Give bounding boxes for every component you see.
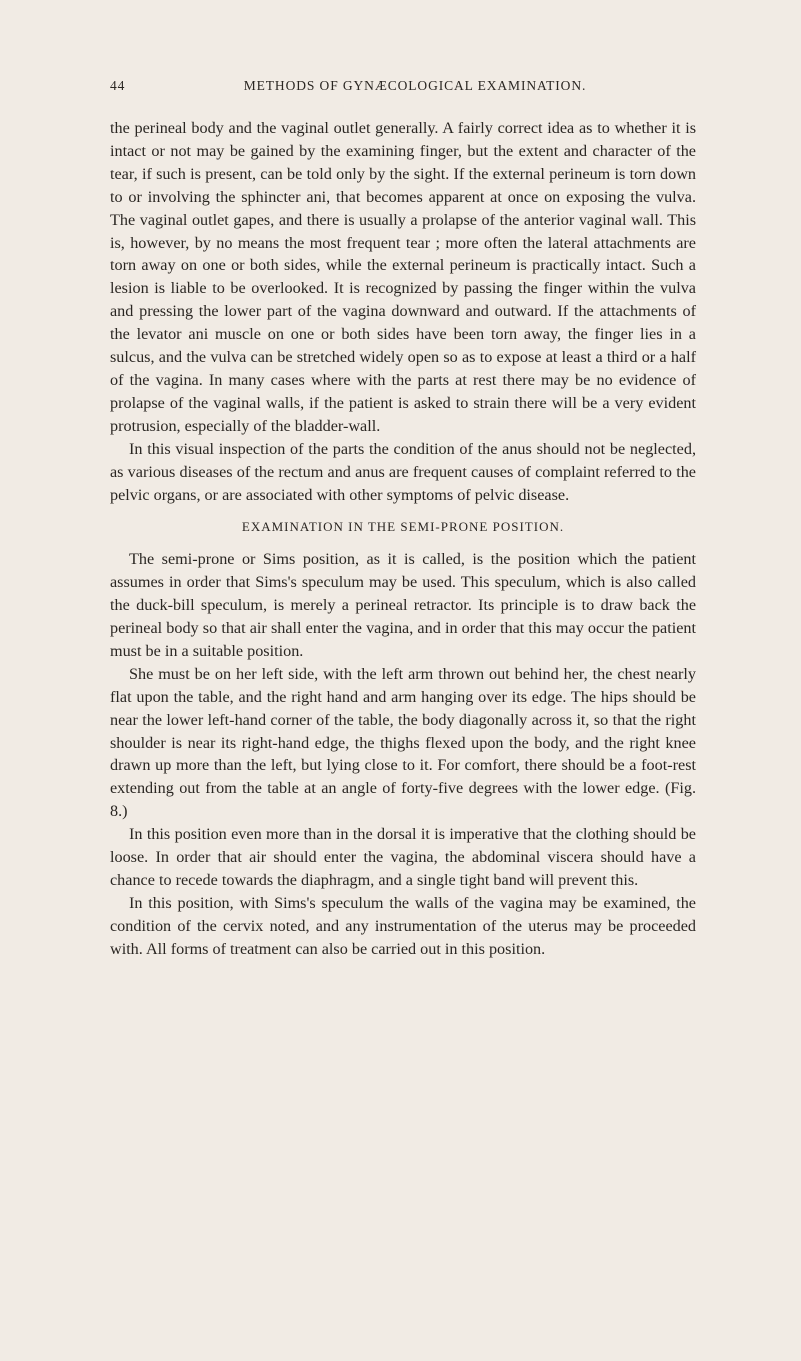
paragraph-continued: the perineal body and the vaginal outlet generally. A fairly correct idea as to whether it is intact or not may be gained by the examining finger, but the extent and character of the tear, if such is present, can be told only by the sight. If the external perineum is torn down to or involving the sphincter ani, that becomes apparent at once on exposing the vulva. The vaginal outlet gapes, and there is usually a prolapse of the anterior vaginal wall. This is, however, by no means the most frequent tear ; more often the lateral attachments are torn away on one or both sides, while the external perineum is practically intact. Such a lesion is liable to be overlooked. It is recognized by passing the finger within the vulva and pressing the lower part of the vagina downward and outward. If the attachments of the levator ani muscle on one or both sides have been torn away, the finger lies in a sulcus, and the vulva can be stretched widely open so as to expose at least a third or a half of the vagina. In many cases where with the parts at rest there may be no evidence of prolapse of the vaginal walls, if the patient is asked to strain there will be a very evident protrusion, especially of the bladder-wall. bbox=[110, 119, 696, 435]
paragraph-clothing: In this position even more than in the dorsal it is imperative that the clothing should be loose. In order that air should enter the vagina, the abdominal viscera should have a chance to recede towards the diaphragm, and a single tight band will prevent this. bbox=[110, 825, 696, 889]
running-title: METHODS OF GYNÆCOLOGICAL EXAMINATION. bbox=[243, 78, 587, 93]
page-body bbox=[110, 117, 696, 961]
paragraph-left-side: She must be on her left side, with the left arm thrown out behind her, the chest nearly flat upon the table, and the right hand and arm hanging over its edge. The hips should be near the lower left-hand corner of the table, the body diagonally across it, so that the right shoulder is near its right-hand edge, the thighs flexed upon the body, and the right knee drawn up more than the left, but lying close to it. For comfort, there should be a foot-rest extending out from the table at an angle of forty-five degrees with the lower edge. (Fig. 8.) bbox=[110, 664, 696, 821]
paragraph-sims-position: The semi-prone or Sims position, as it is called, is the position which the patient assumes in order that Sims's speculum may be used. This speculum, which is also called the duck-bill speculum, is merely a perineal retractor. Its principle is to draw back the perineal body so that air shall enter the vagina, and in order that this may occur the patient must be in a suitable position. bbox=[110, 550, 696, 660]
page-number: 44 bbox=[110, 78, 126, 93]
paragraph-anus-inspection: In this visual inspection of the parts the condition of the anus should not be neglected, as various diseases of the rectum and anus are frequent causes of complaint referred to the pelvic organs, or are associated with other symptoms of pelvic disease. bbox=[110, 439, 696, 504]
paragraph-speculum-use: In this position, with Sims's speculum the walls of the vagina may be examined, the condition of the cervix noted, and any instrumentation of the uterus may be proceeded with. All forms of treatment can also be carried out in this position. bbox=[110, 893, 696, 958]
page-header bbox=[110, 78, 690, 94]
section-heading: EXAMINATION IN THE SEMI-PRONE POSITION. bbox=[241, 519, 565, 535]
